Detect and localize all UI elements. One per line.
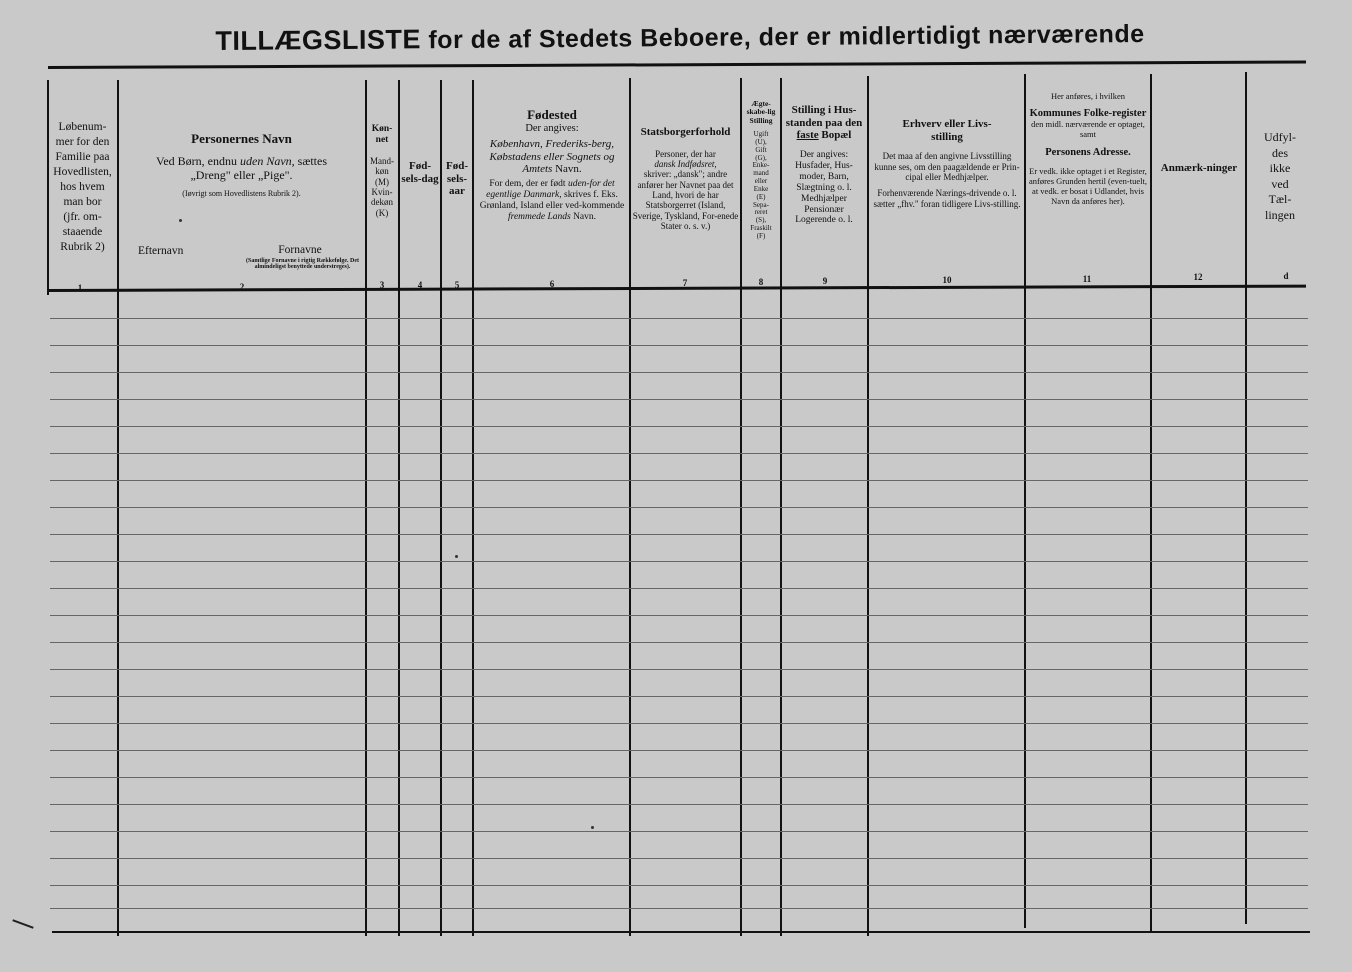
row-line (50, 831, 1308, 832)
col5-header (442, 160, 472, 198)
col2-sub-note: (Samtlige Fornavne i rigtig Rækkefølge. Det almindeligst benyttede understreges). (246, 258, 359, 271)
col6-header (476, 108, 628, 223)
col8-line: Enke- (752, 161, 770, 170)
col8-line: (U), (755, 138, 767, 146)
cold-header (1250, 130, 1310, 224)
col10-title: Erhverv eller Livs-stilling (902, 118, 992, 143)
col-number-3: 3 (379, 280, 385, 290)
col8-line: eller (754, 177, 768, 186)
col7-text-c: skriver: „dansk"; andre anfører her Navnet paa det Land, hvori de har Statsborgerret (Island, Sverige, Tyskland, For-enede Stater o. s. v.) (632, 169, 739, 232)
col8-line: (S), (755, 216, 767, 225)
row-line (50, 480, 1308, 481)
col8-line: Enke (753, 184, 769, 193)
form-title-rest: for de af Stedets Beboere, der er midlertidigt nærværende (428, 19, 1145, 55)
form-title (120, 17, 1240, 58)
col-line-10 (1024, 74, 1026, 928)
bottom-rule (52, 931, 1310, 933)
col3-header (366, 124, 398, 218)
col10-text2: Forhenværende Nærings-drivende o. l. sætter „fhv." foran tidligere Livs-stilling. (873, 188, 1021, 209)
col-number-2: 2 (239, 282, 245, 292)
col9-title-underlined: faste (796, 129, 819, 142)
cold-line: Udfyl- (1264, 130, 1296, 144)
col-number-12: 12 (1193, 272, 1203, 282)
col2-sub-efternavn: Efternavn (138, 245, 184, 257)
col6-line2b: uden-for det egentlige Danmark, (486, 178, 615, 200)
col4-title: Fød-sels-dag (401, 160, 439, 185)
col-number-9: 9 (822, 276, 828, 286)
col-line-5 (472, 80, 474, 936)
row-line (50, 507, 1308, 508)
col6-sub: Der angives: (525, 122, 579, 134)
row-line (50, 318, 1308, 319)
col8-line: (F) (756, 231, 766, 240)
row-line (50, 372, 1308, 373)
col7-header (631, 126, 740, 231)
col6-italic: København, Frederiks-berg, Købstadens eller Sognets og Amtets (489, 138, 615, 176)
col8-line: Sepa- (753, 200, 769, 209)
col9-header (783, 104, 865, 226)
row-line (50, 696, 1308, 697)
col8-title: Ægte-skabe-lig Stilling (746, 100, 776, 125)
col3-line: dekøn (371, 197, 393, 208)
col8-line: (E) (756, 192, 766, 201)
col6-line3: Grønland, Island eller ved-kommende (479, 200, 625, 211)
paper-speck (591, 826, 594, 829)
col6-title: Fødested (527, 108, 577, 122)
col2-text1-end: sættes (297, 153, 327, 168)
col1-line: (jfr. om- (63, 210, 102, 223)
col12-title: Anmærk-ninger (1160, 162, 1238, 174)
col5-title: Fød-sels-aar (446, 160, 468, 198)
col3-line: Kvin- (371, 186, 393, 197)
col8-line: Gift (755, 145, 767, 154)
col8-line: Fraskilt (750, 224, 772, 233)
col-number-6: 6 (549, 279, 555, 289)
col11-pre: Her anføres, i hvilken (1050, 92, 1126, 101)
col8-line: mand (753, 169, 769, 178)
col7-title: Statsborgerforhold (640, 126, 731, 138)
col9-title-end: Bopæl (821, 129, 852, 142)
col1-header (48, 120, 117, 254)
col1-line: Hovedlisten, (53, 165, 112, 178)
row-line (50, 858, 1308, 859)
col-line-1 (117, 80, 119, 936)
col-number-8: 8 (758, 277, 764, 287)
col3-line: Mand- (370, 155, 394, 166)
paper-speck (455, 555, 458, 558)
col2-text2: „Dreng" eller „Pige". (190, 167, 293, 182)
col6-italic-end: Navn. (555, 163, 582, 176)
row-line (50, 453, 1308, 454)
col6-line3-end: Navn. (573, 211, 597, 222)
row-line (50, 345, 1308, 346)
row-line (50, 588, 1308, 589)
col11-text2: Er vedk. ikke optaget i et Register, anføres Grunden hertil (even-tuelt, at vedk. er bosat i Udlandet, hvis Navn da anføres her). (1028, 166, 1147, 206)
col2-title: Personernes Navn (191, 132, 292, 146)
row-line (50, 777, 1308, 778)
cold-line: des (1272, 145, 1288, 160)
col-number-1: 1 (77, 283, 83, 293)
col11-text1: den midl. nærværende er optaget, samt (1031, 118, 1145, 139)
paper-mark (12, 919, 33, 928)
col3-line: (M) (375, 176, 389, 187)
col-line-4 (440, 80, 442, 936)
cold-line: ved (1271, 176, 1289, 191)
col4-header (400, 160, 440, 185)
col1-line: hos hvem (60, 180, 105, 193)
cold-line: ikke (1269, 161, 1291, 176)
row-line (50, 669, 1308, 670)
col2-sub-fornavne: Fornavne (278, 244, 322, 256)
col8-line: (G), (755, 153, 767, 162)
col-number-7: 7 (682, 278, 688, 288)
col1-line: Rubrik 2) (60, 240, 105, 253)
row-line (50, 399, 1308, 400)
row-line (50, 723, 1308, 724)
col-line-3 (398, 80, 400, 936)
row-line (50, 561, 1308, 562)
col-number-11: 11 (1082, 274, 1092, 284)
row-line (50, 885, 1308, 886)
col-number-4: 4 (417, 280, 423, 290)
col-line-12 (1245, 72, 1247, 924)
col-line-9 (867, 76, 869, 936)
row-line (50, 804, 1308, 805)
row-line (50, 426, 1308, 427)
col8-line: Ugift (753, 130, 769, 139)
col3-line: køn (375, 166, 389, 177)
row-line (50, 642, 1308, 643)
col3-title: Køn-net (371, 124, 393, 145)
row-line (50, 534, 1308, 535)
col2-note: (Iøvrigt som Hovedlistens Rubrik 2). (182, 188, 301, 198)
col3-line: (K) (375, 207, 389, 218)
top-rule (48, 61, 1306, 69)
col1-line: staaende (62, 225, 103, 238)
col9-sub: Der angives: (799, 149, 849, 160)
col-number-5: 5 (454, 280, 460, 290)
col7-text-a: Personer, der har (655, 148, 716, 159)
col6-line2c: skrives f. Eks. (564, 189, 618, 200)
col1-line: mer for den (55, 135, 110, 148)
col11-header (1027, 92, 1149, 206)
row-line (50, 908, 1308, 909)
col11-title: Kommunes Folke-register (1029, 107, 1147, 119)
col10-header (872, 118, 1022, 209)
row-line (50, 615, 1308, 616)
col1-line: man bor (63, 195, 102, 208)
col10-text1: Det maa af den angivne Livsstilling kunne ses, om den paagældende er Prin-cipal eller Medhjælper. (874, 151, 1020, 182)
form-title-main: TILLÆGSLISTE (215, 24, 422, 57)
col7-text-b: dansk Indfødsret, (654, 158, 717, 169)
paper-speck (179, 219, 182, 222)
col6-line2a: For dem, der er født (489, 178, 566, 189)
cold-line: lingen (1265, 207, 1295, 222)
col2-header (120, 132, 363, 282)
col8-header (742, 100, 780, 241)
col11-title2: Personens Adresse. (1045, 147, 1131, 159)
col-number-d: d (1283, 271, 1289, 281)
col-number-10: 10 (942, 275, 952, 285)
col8-line: reret (754, 208, 768, 217)
col1-line: Familie paa (55, 150, 110, 163)
col2-text1: Ved Børn, endnu (156, 153, 237, 168)
col9-text: Husfader, Hus-moder, Barn, Slægtning o. l. Medhjælper Pensionær Logerende o. l. (795, 160, 853, 226)
cold-line: Tæl- (1268, 192, 1292, 207)
col2-text1-italic: uden Navn, (240, 153, 295, 168)
row-line (50, 750, 1308, 751)
col6-line3-italic: fremmede Lands (507, 211, 571, 222)
col9-title: Stilling i Hus-standen paa den (785, 104, 863, 129)
col1-line: Løbenum- (58, 121, 107, 133)
col12-header (1160, 162, 1238, 175)
